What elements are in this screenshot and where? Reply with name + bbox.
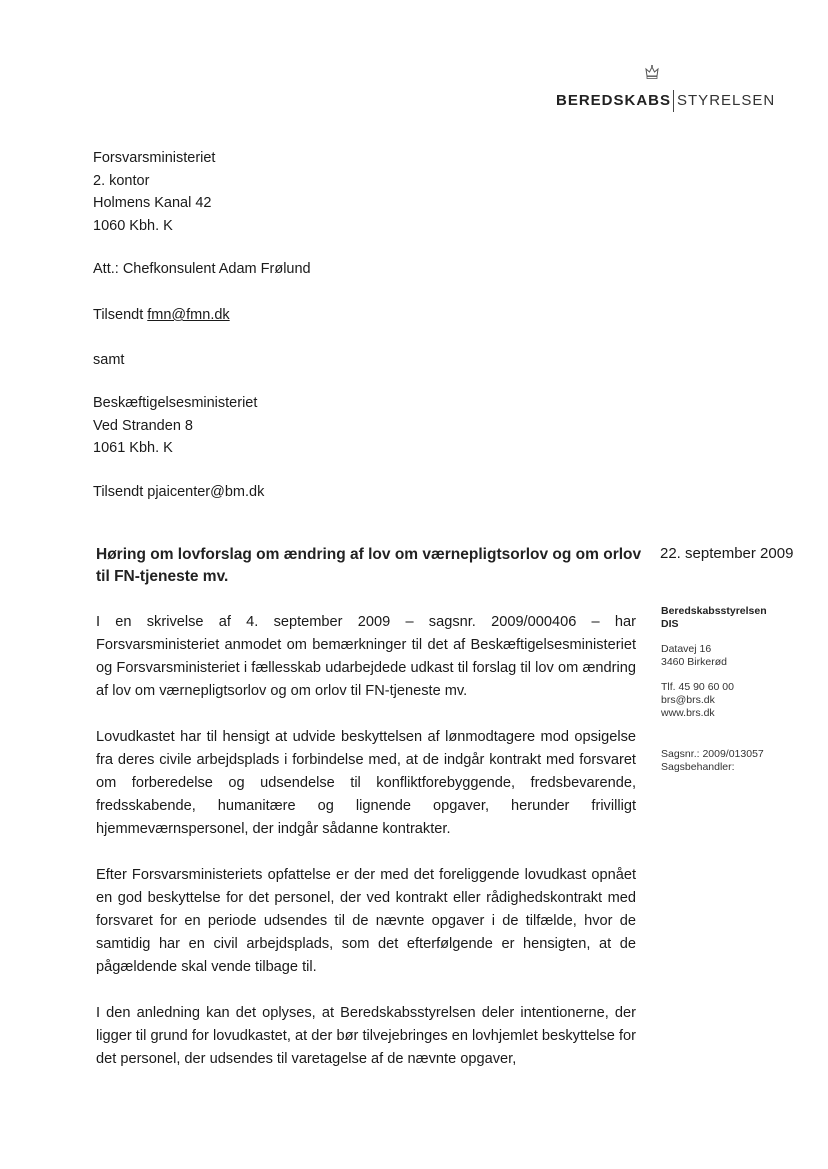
paragraph: I den anledning kan det oplyses, at Beredskabsstyrelsen deler intentionerne, der ligger til grund for lovudkastet, at der bør tilvejebringes en lovhjemlet beskyttelse for det personel, der udsendes til varetagelse af de nævnte opgaver, [96,1005,636,1067]
case-number: Sagsnr.: 2009/013057 [661,748,764,760]
logo-part1: BEREDSKABS [556,91,672,109]
address-line: 1061 Kbh. K [93,440,173,456]
email-link-fmn[interactable]: fmn@fmn.dk [147,307,230,323]
letter-date: 22. september 2009 [660,545,794,562]
sender-address-line: Datavej 16 [661,643,712,655]
sender-org: Beredskabsstyrelsen [661,605,767,617]
attention-line: Att.: Chefkonsulent Adam Frølund [93,261,311,277]
sender-email[interactable]: brs@brs.dk [661,694,715,706]
address-line: Ved Stranden 8 [93,417,193,434]
address-line: Forsvarsministeriet [93,150,216,166]
subject-heading: Høring om lovforslag om ændring af lov om værnepligtsorlov og om orlov til FN-tjeneste mv. [96,546,642,585]
sent-to-2: Tilsendt pjaicenter@bm.dk [93,484,265,500]
recipient-address-2 [93,392,257,460]
case-handler: Sagsbehandler: [661,761,735,773]
logo [556,64,776,124]
sender-phone: Tlf. 45 90 60 00 [661,681,734,693]
paragraph: Lovudkastet har til hensigt at udvide beskyttelsen af lønmodtagere mod opsigelse fra deres civile arbejdsplads i forbindelse med, at de indgår kontrakt med forsvaret om forberedelse og udsendelse til konfliktforebyggende, fredsbevarende, fredsskabende, humanitære og lignende opgaver, herunder frivilligt hjemmeværnspersonel, der indgår sådanne kontrakter. [96,729,636,837]
paragraph: Efter Forsvarsministeriets opfattelse er der med det foreliggende lovudkast opnået en god beskyttelse for det personel, der ved kontrakt eller rådighedskontrakt med forsvaret for en periode udsendes til de nævnte opgaver i de tilfælde, hvor de samtidig har en civil arbejdsplads, som det efterfølgende er hensigten, at de pågældende skal vende tilbage til. [96,867,636,975]
sender-unit: DIS [661,618,679,630]
address-line: Holmens Kanal 42 [93,195,212,211]
crown-icon [644,64,660,84]
address-line: 1060 Kbh. K [93,217,173,234]
address-line: Beskæftigelsesministeriet [93,395,258,411]
logo-divider [673,90,674,112]
samt-text: samt [93,352,125,368]
logo-part2: STYRELSEN [677,91,776,109]
sent-to-1 [93,304,230,327]
sender-info [661,605,767,774]
address-line: 2. kontor [93,172,150,189]
sender-address-line: 3460 Birkerød [661,656,727,668]
sender-website[interactable]: www.brs.dk [661,707,715,719]
paragraph: I en skrivelse af 4. september 2009 – sagsnr. 2009/000406 – har Forsvarsministeriet anmodet om bemærkninger til det af Beskæftigelsesministeriet og Forsvarsministeriet i fællesskab udarbejdede udkast til forslag til lov om ændring af lov om værnepligtsorlov og om orlov til FN-tjeneste mv. [96,614,636,699]
letter-body [96,611,636,1094]
sent-to-prefix: Tilsendt [93,307,148,323]
recipient-address-1 [93,147,215,237]
